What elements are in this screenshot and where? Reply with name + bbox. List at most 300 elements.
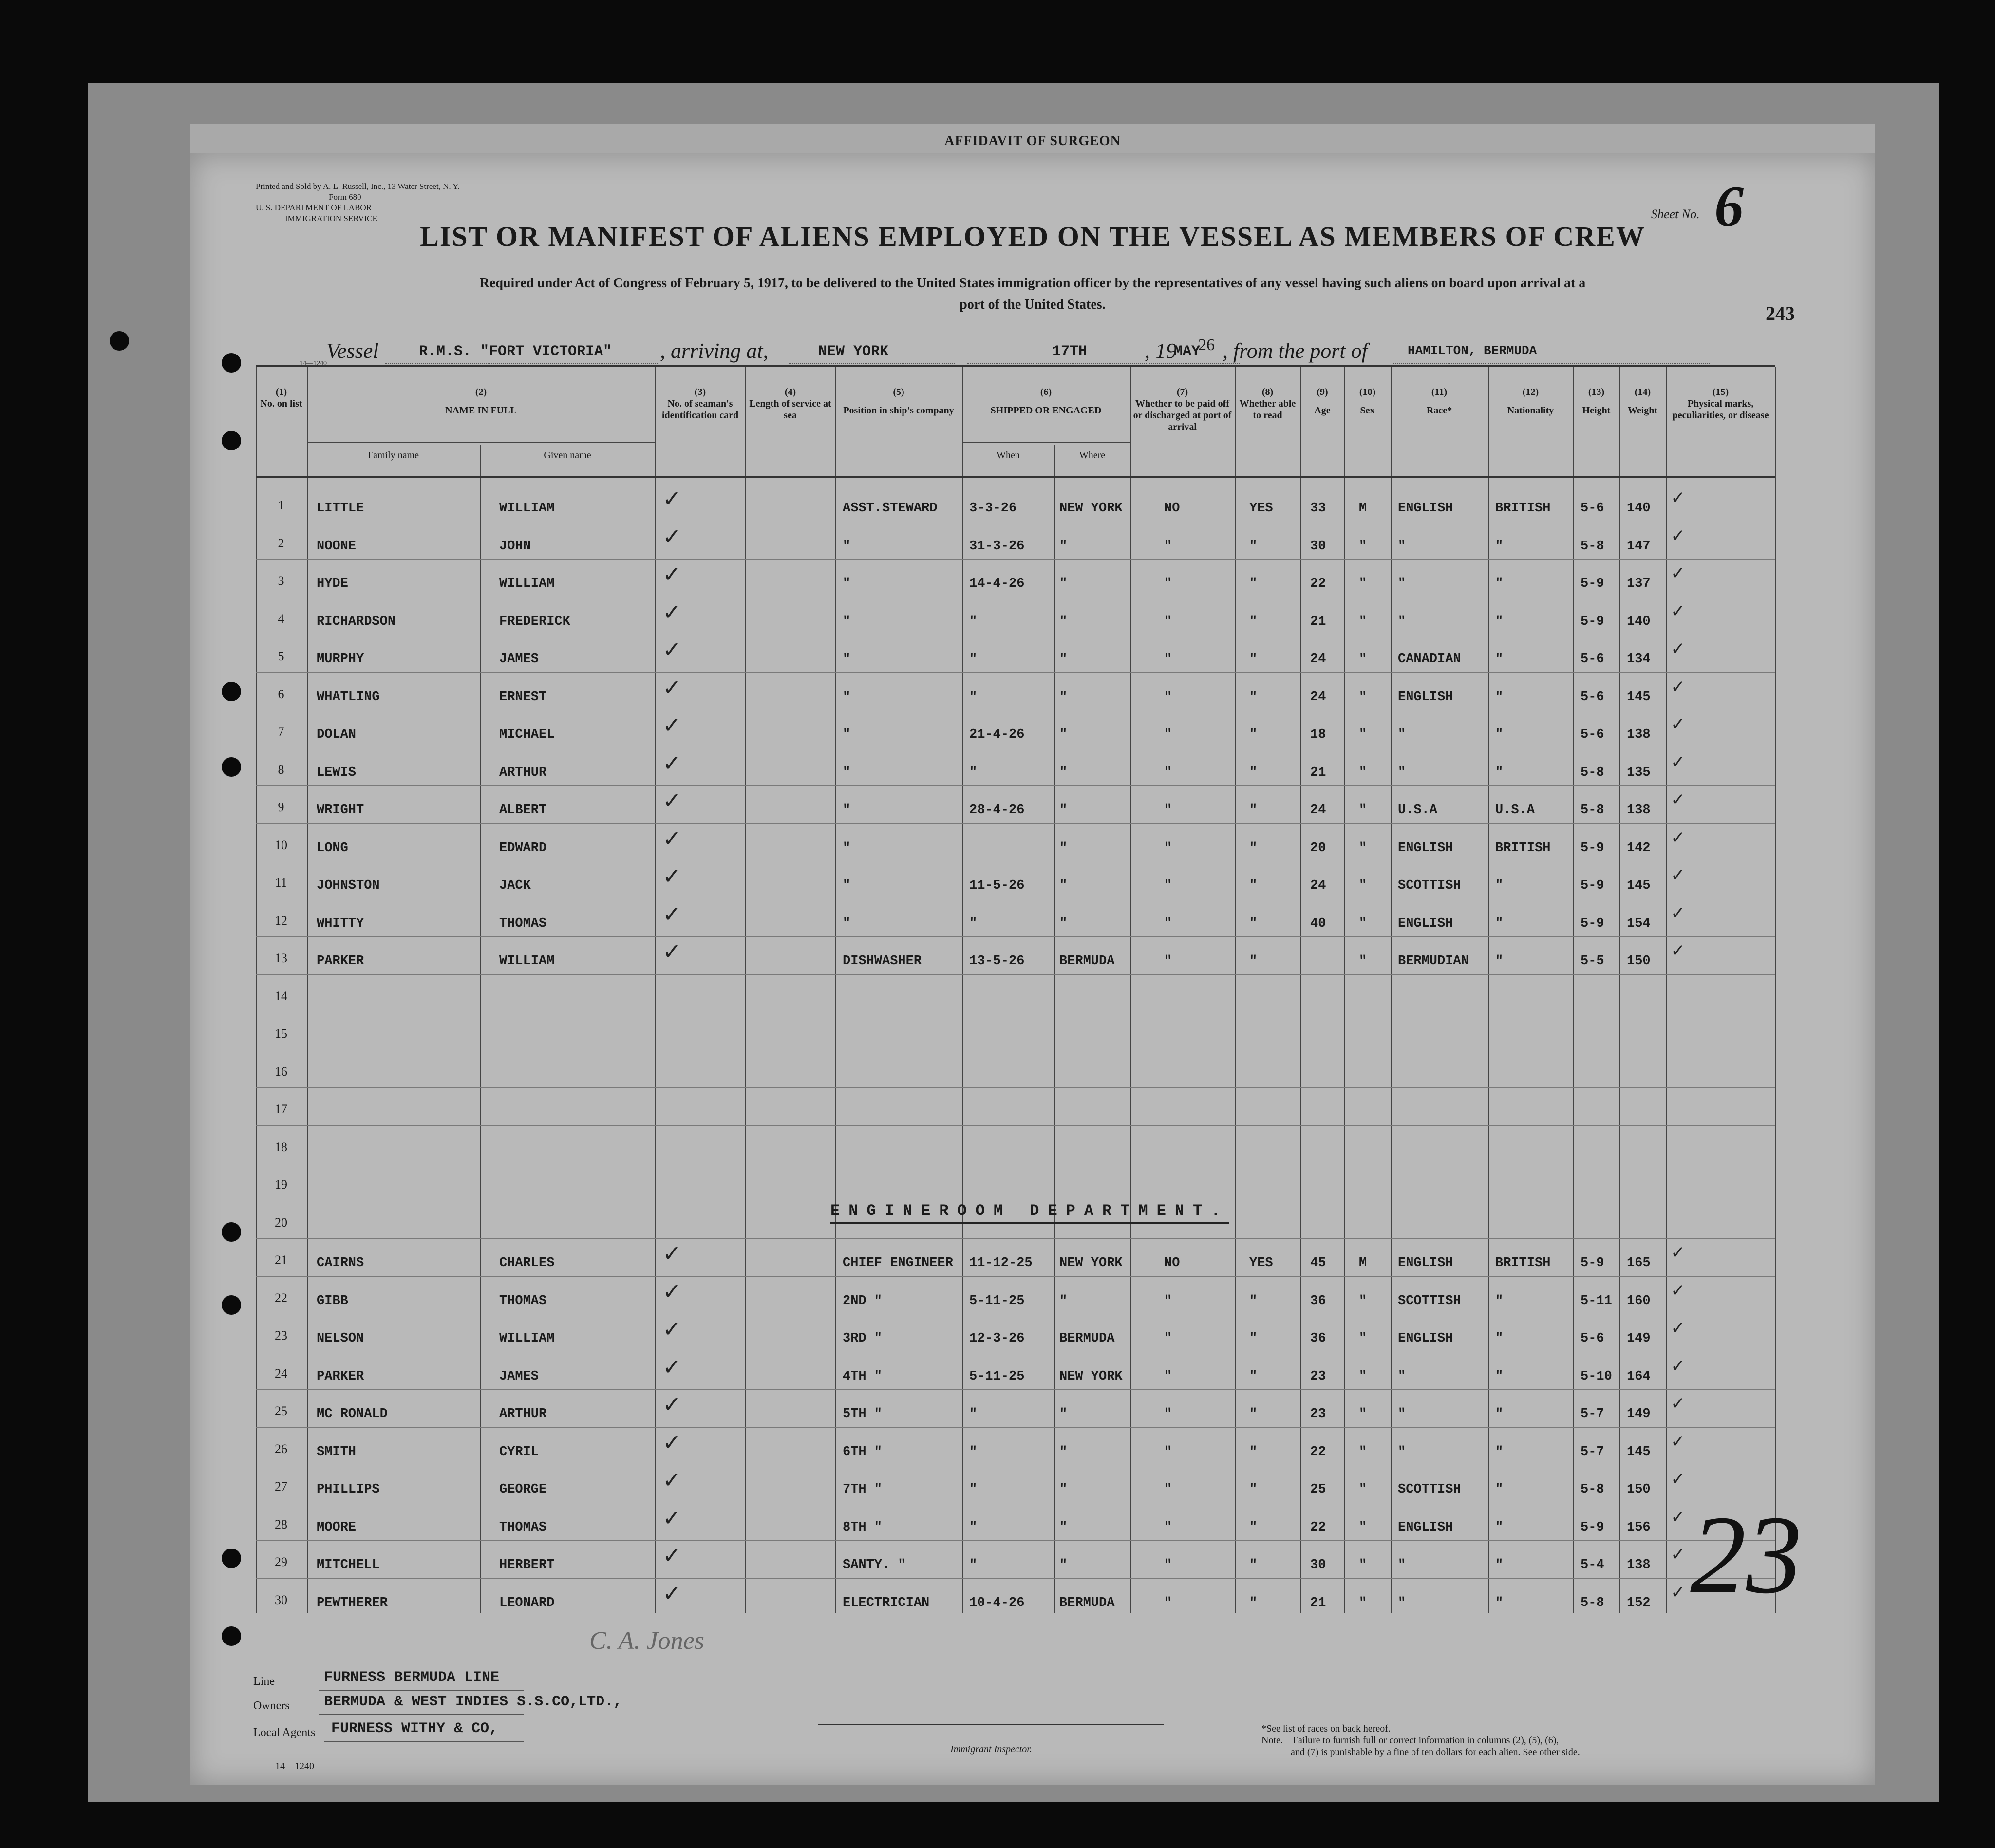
- position: 6TH ": [843, 1444, 883, 1459]
- sex: ": [1359, 803, 1367, 818]
- position: CHIEF ENGINEER: [843, 1256, 953, 1270]
- weight: 145: [1627, 690, 1651, 705]
- shipped-where: ": [1059, 614, 1068, 629]
- age: 30: [1310, 1558, 1326, 1572]
- paid-off: ": [1164, 1369, 1172, 1384]
- age: 24: [1310, 878, 1326, 893]
- row-rule: [256, 1540, 1775, 1541]
- row-number: 9: [278, 800, 284, 814]
- shipped-where: ": [1059, 1407, 1068, 1421]
- check-mark-icon: ✓: [662, 863, 681, 889]
- col-12-header: (12) Nationality: [1507, 387, 1554, 416]
- check-mark-icon: ✓: [662, 750, 681, 776]
- shipped-when: 12-3-26: [969, 1331, 1025, 1346]
- paid-off: ": [1164, 539, 1172, 554]
- shipped-when: 10-4-26: [969, 1595, 1025, 1610]
- col-9-header: (9) Age: [1314, 387, 1331, 416]
- nationality: ": [1495, 878, 1504, 893]
- age: 24: [1310, 803, 1326, 818]
- given-name: JACK: [499, 878, 531, 893]
- binder-hole: [222, 757, 241, 777]
- col-2-header: (2) NAME IN FULL: [445, 387, 517, 416]
- sex: ": [1359, 765, 1367, 780]
- given-name: JAMES: [499, 652, 539, 667]
- paid-off: ": [1164, 1444, 1172, 1459]
- family-name: WRIGHT: [317, 803, 364, 818]
- from-label: , from the port of: [1223, 339, 1368, 363]
- shipped-when: ": [969, 1558, 978, 1572]
- check-mark-icon: ✓: [662, 1543, 681, 1568]
- able-to-read: ": [1249, 954, 1258, 969]
- row-rule: [256, 1427, 1775, 1428]
- race: ": [1398, 1558, 1406, 1572]
- row-rule: [256, 1578, 1775, 1579]
- sex: ": [1359, 1482, 1367, 1497]
- row-rule: [256, 1276, 1775, 1277]
- able-to-read: ": [1249, 728, 1258, 742]
- able-to-read: ": [1249, 1482, 1258, 1497]
- row-number: 17: [275, 1102, 287, 1116]
- sex: ": [1359, 1407, 1367, 1421]
- row-number: 14: [275, 989, 287, 1003]
- col-5-header: (5) Position in ship's company: [843, 387, 954, 416]
- given-name: ARTHUR: [499, 765, 547, 780]
- col-6a-header: When: [997, 450, 1020, 461]
- binder-hole: [222, 1295, 241, 1315]
- sex: ": [1359, 840, 1367, 856]
- row-rule: [256, 1238, 1775, 1239]
- check-mark-icon: ✓: [1671, 1506, 1686, 1527]
- age: 36: [1310, 1293, 1326, 1308]
- col-10-header: (10) Sex: [1359, 387, 1376, 416]
- weight: 138: [1627, 728, 1651, 742]
- family-name: PHILLIPS: [317, 1482, 380, 1497]
- family-name: MITCHELL: [317, 1558, 380, 1572]
- height: 5-8: [1581, 765, 1604, 780]
- row-number: 5: [278, 649, 284, 663]
- position: 3RD ": [843, 1331, 883, 1346]
- weight: 150: [1627, 1482, 1651, 1497]
- paid-off: NO: [1164, 1256, 1180, 1270]
- col-6b-header: Where: [1079, 450, 1106, 461]
- shipped-when: 3-3-26: [969, 501, 1017, 516]
- sheet-number: 6: [1714, 174, 1744, 239]
- col-11-header: (11) Race*: [1426, 387, 1452, 416]
- height: 5-10: [1581, 1369, 1612, 1384]
- footer-note: [1261, 1723, 1580, 1758]
- vessel-underline: [385, 363, 658, 364]
- able-to-read: ": [1249, 652, 1258, 667]
- weight: 154: [1627, 916, 1651, 931]
- check-mark-icon: ✓: [1671, 600, 1686, 621]
- binder-hole: [222, 682, 241, 701]
- check-mark-icon: ✓: [1671, 487, 1686, 507]
- check-mark-icon: ✓: [1671, 1582, 1686, 1602]
- check-mark-icon: ✓: [1671, 1544, 1686, 1564]
- able-to-read: ": [1249, 1558, 1258, 1572]
- weight: 145: [1627, 1444, 1651, 1459]
- given-name: JOHN: [499, 539, 531, 554]
- race: ": [1398, 577, 1406, 591]
- height: 5-9: [1581, 614, 1604, 629]
- weight: 138: [1627, 803, 1651, 818]
- family-name: MOORE: [317, 1520, 357, 1535]
- check-mark-icon: ✓: [1671, 751, 1686, 772]
- row-rule: [256, 559, 1775, 560]
- height: 5-7: [1581, 1407, 1604, 1421]
- family-name: PARKER: [317, 954, 364, 969]
- department-heading: ENGINEROOM DEPARTMENT.: [830, 1202, 1229, 1224]
- sex: ": [1359, 577, 1367, 591]
- shipped-where: ": [1059, 539, 1068, 554]
- age: 21: [1310, 1595, 1326, 1610]
- nationality: ": [1495, 1331, 1504, 1346]
- check-mark-icon: ✓: [1671, 1431, 1686, 1451]
- form-number: Form 680: [329, 192, 361, 202]
- race: CANADIAN: [1398, 652, 1461, 667]
- nationality: ": [1495, 1293, 1504, 1308]
- shipped-where: ": [1059, 728, 1068, 742]
- race: ": [1398, 614, 1406, 629]
- agents-value: FURNESS WITHY & CO,: [331, 1720, 498, 1737]
- age: 45: [1310, 1256, 1326, 1270]
- height: 5-4: [1581, 1558, 1604, 1572]
- row-rule: [256, 785, 1775, 786]
- family-name: GIBB: [317, 1293, 348, 1308]
- shipped-when: ": [969, 1520, 978, 1535]
- check-mark-icon: ✓: [1671, 1469, 1686, 1489]
- shipped-when: 11-12-25: [969, 1256, 1033, 1270]
- paid-off: ": [1164, 916, 1172, 931]
- shipped-where: ": [1059, 803, 1068, 818]
- position: ": [843, 652, 851, 667]
- check-mark-icon: ✓: [662, 1467, 681, 1493]
- nationality: ": [1495, 1520, 1504, 1535]
- able-to-read: ": [1249, 765, 1258, 780]
- height: 5-8: [1581, 1595, 1604, 1610]
- nationality: BRITISH: [1495, 1256, 1551, 1270]
- able-to-read: ": [1249, 878, 1258, 893]
- age: 24: [1310, 690, 1326, 705]
- paid-off: NO: [1164, 501, 1180, 516]
- nationality: ": [1495, 1595, 1504, 1610]
- paid-off: ": [1164, 690, 1172, 705]
- line-label: Line: [253, 1675, 275, 1688]
- nationality: ": [1495, 577, 1504, 591]
- position: ASST.STEWARD: [843, 501, 938, 516]
- family-name: LEWIS: [317, 765, 357, 780]
- shipped-where: ": [1059, 1520, 1068, 1535]
- nationality: ": [1495, 1444, 1504, 1459]
- shipped-where: NEW YORK: [1059, 501, 1123, 516]
- row-rule: [256, 936, 1775, 937]
- shipped-when: ": [969, 916, 978, 931]
- from-port: HAMILTON, BERMUDA: [1408, 343, 1537, 358]
- shipped-where: ": [1059, 840, 1068, 856]
- shipped-when: ": [969, 1444, 978, 1459]
- height: 5-8: [1581, 539, 1604, 554]
- family-name: JOHNSTON: [317, 878, 380, 893]
- arrival-day: 17TH: [1052, 343, 1088, 360]
- row-number: 15: [275, 1027, 287, 1041]
- row-number: 16: [275, 1064, 287, 1079]
- race: ENGLISH: [1398, 840, 1453, 856]
- service-line: IMMIGRATION SERVICE: [285, 214, 377, 223]
- row-rule: [256, 974, 1775, 975]
- able-to-read: ": [1249, 840, 1258, 856]
- check-mark-icon: ✓: [662, 561, 681, 587]
- weight: 164: [1627, 1369, 1651, 1384]
- col-1-header: (1) No. on list: [260, 387, 302, 409]
- row-rule: [256, 1389, 1775, 1390]
- family-name: LONG: [317, 840, 348, 856]
- given-name: WILLIAM: [499, 577, 555, 591]
- nationality: ": [1495, 690, 1504, 705]
- height: 5-6: [1581, 728, 1604, 742]
- shipped-when: ": [969, 652, 978, 667]
- sex: ": [1359, 652, 1367, 667]
- check-mark-icon: ✓: [662, 637, 681, 662]
- position: ": [843, 803, 851, 818]
- check-mark-icon: ✓: [1671, 865, 1686, 885]
- check-mark-icon: ✓: [1671, 525, 1686, 545]
- able-to-read: ": [1249, 803, 1258, 818]
- height: 5-7: [1581, 1444, 1604, 1459]
- given-name: MICHAEL: [499, 728, 555, 742]
- shipped-where: ": [1059, 577, 1068, 591]
- page-subtitle: [302, 273, 1763, 316]
- given-name: FREDERICK: [499, 614, 570, 629]
- able-to-read: ": [1249, 1369, 1258, 1384]
- weight: 156: [1627, 1520, 1651, 1535]
- age: 23: [1310, 1369, 1326, 1384]
- row-rule: [256, 672, 1775, 673]
- nationality: ": [1495, 765, 1504, 780]
- position: ": [843, 728, 851, 742]
- height: 5-8: [1581, 1482, 1604, 1497]
- weight: 149: [1627, 1331, 1651, 1346]
- race: SCOTTISH: [1398, 878, 1461, 893]
- position: SANTY. ": [843, 1558, 906, 1572]
- sex: ": [1359, 878, 1367, 893]
- department-line: U. S. DEPARTMENT OF LABOR: [256, 203, 372, 212]
- check-mark-icon: ✓: [1671, 1393, 1686, 1413]
- height: 5-11: [1581, 1293, 1612, 1308]
- weight: 149: [1627, 1407, 1651, 1421]
- race: ENGLISH: [1398, 690, 1453, 705]
- row-rule: [256, 1087, 1775, 1088]
- paid-off: ": [1164, 878, 1172, 893]
- row-number: 18: [275, 1139, 287, 1154]
- affidavit-heading: AFFIDAVIT OF SURGEON: [190, 124, 1875, 158]
- check-mark-icon: ✓: [1671, 563, 1686, 583]
- nationality: ": [1495, 1558, 1504, 1572]
- able-to-read: YES: [1249, 501, 1273, 516]
- age: 36: [1310, 1331, 1326, 1346]
- nationality: ": [1495, 728, 1504, 742]
- sex: M: [1359, 501, 1367, 516]
- position: ": [843, 539, 851, 554]
- paid-off: ": [1164, 1482, 1172, 1497]
- height: 5-5: [1581, 954, 1604, 969]
- check-mark-icon: ✓: [1671, 638, 1686, 658]
- sex: ": [1359, 1369, 1367, 1384]
- shipped-where: ": [1059, 916, 1068, 931]
- shipped-when: 14-4-26: [969, 577, 1025, 591]
- year-prefix: , 19: [1145, 339, 1177, 363]
- weight: 150: [1627, 954, 1651, 969]
- line-underline: [319, 1690, 524, 1691]
- paid-off: ": [1164, 614, 1172, 629]
- position: 2ND ": [843, 1293, 883, 1308]
- sex: ": [1359, 954, 1367, 969]
- sex: ": [1359, 690, 1367, 705]
- sex: ": [1359, 1293, 1367, 1308]
- date-underline: [967, 363, 1240, 364]
- shipped-when: 5-11-25: [969, 1293, 1025, 1308]
- family-name: HYDE: [317, 577, 348, 591]
- given-name: ALBERT: [499, 803, 547, 818]
- check-mark-icon: ✓: [1671, 1242, 1686, 1262]
- check-mark-icon: ✓: [662, 712, 681, 738]
- position: ": [843, 765, 851, 780]
- given-name: WILLIAM: [499, 1331, 555, 1346]
- paid-off: ": [1164, 1331, 1172, 1346]
- note-races: *See list of races on back hereof.: [1261, 1723, 1391, 1734]
- family-name: MURPHY: [317, 652, 364, 667]
- sex: ": [1359, 1558, 1367, 1572]
- family-name: PARKER: [317, 1369, 364, 1384]
- row-number: 10: [275, 838, 287, 852]
- row-number: 19: [275, 1177, 287, 1192]
- race: ": [1398, 728, 1406, 742]
- binder-hole: [222, 1626, 241, 1646]
- paid-off: ": [1164, 1293, 1172, 1308]
- form-code: 14—1240: [300, 360, 327, 367]
- row-rule: [256, 823, 1775, 824]
- row-number: 30: [275, 1592, 287, 1607]
- shipped-when: 28-4-26: [969, 803, 1025, 818]
- given-name: WILLIAM: [499, 501, 555, 516]
- age: 30: [1310, 539, 1326, 554]
- col-15-header: (15) Physical marks, peculiarities, or disease: [1672, 387, 1769, 421]
- binder-hole: [222, 1549, 241, 1568]
- shipped-where: BERMUDA: [1059, 1331, 1115, 1346]
- able-to-read: ": [1249, 539, 1258, 554]
- row-number: 26: [275, 1441, 287, 1456]
- nationality: U.S.A: [1495, 803, 1535, 818]
- able-to-read: ": [1249, 1293, 1258, 1308]
- shipped-where: ": [1059, 1444, 1068, 1459]
- sex: ": [1359, 728, 1367, 742]
- check-mark-icon: ✓: [662, 939, 681, 964]
- given-name: THOMAS: [499, 916, 547, 931]
- page-title: LIST OR MANIFEST OF ALIENS EMPLOYED ON THE VESSEL AS MEMBERS OF CREW: [420, 221, 1645, 252]
- check-mark-icon: ✓: [662, 599, 681, 625]
- family-name: PEWTHERER: [317, 1595, 388, 1610]
- position: ": [843, 840, 851, 856]
- position: ": [843, 690, 851, 705]
- handwritten-signature: C. A. Jones: [589, 1627, 704, 1655]
- given-name: GEORGE: [499, 1482, 547, 1497]
- from-underline: [1393, 363, 1710, 364]
- nationality: ": [1495, 1482, 1504, 1497]
- family-name: NELSON: [317, 1331, 364, 1346]
- check-mark-icon: ✓: [662, 486, 681, 511]
- family-name: CAIRNS: [317, 1256, 364, 1270]
- able-to-read: ": [1249, 690, 1258, 705]
- sex: ": [1359, 1520, 1367, 1535]
- given-name: LEONARD: [499, 1595, 555, 1610]
- weight: 137: [1627, 577, 1651, 591]
- check-mark-icon: ✓: [1671, 714, 1686, 734]
- age: 24: [1310, 652, 1326, 667]
- check-mark-icon: ✓: [662, 1505, 681, 1531]
- paid-off: ": [1164, 652, 1172, 667]
- arriving-label: , arriving at,: [660, 339, 769, 363]
- weight: 147: [1627, 539, 1651, 554]
- race: ": [1398, 1444, 1406, 1459]
- check-mark-icon: ✓: [1671, 1318, 1686, 1338]
- able-to-read: ": [1249, 1520, 1258, 1535]
- col-7-header: (7) Whether to be paid off or discharged at port of arrival: [1133, 387, 1232, 432]
- height: 5-9: [1581, 840, 1604, 856]
- shipped-when: 31-3-26: [969, 539, 1025, 554]
- race: ": [1398, 539, 1406, 554]
- weight: 140: [1627, 614, 1651, 629]
- given-name: ERNEST: [499, 690, 547, 705]
- weight: 152: [1627, 1595, 1651, 1610]
- paid-off: ": [1164, 577, 1172, 591]
- family-name: SMITH: [317, 1444, 357, 1459]
- row-number: 21: [275, 1253, 287, 1267]
- check-mark-icon: ✓: [662, 825, 681, 851]
- shipped-where: ": [1059, 765, 1068, 780]
- weight: 142: [1627, 840, 1651, 856]
- page-number: 243: [1766, 302, 1795, 324]
- paid-off: ": [1164, 954, 1172, 969]
- paid-off: ": [1164, 1595, 1172, 1610]
- check-mark-icon: ✓: [1671, 940, 1686, 960]
- paid-off: ": [1164, 840, 1172, 856]
- check-mark-icon: ✓: [662, 1241, 681, 1266]
- shipped-where: ": [1059, 1558, 1068, 1572]
- note-failure-2: and (7) is punishable by a fine of ten dollars for each alien. See other side.: [1291, 1747, 1580, 1757]
- binder-hole: [222, 1222, 241, 1242]
- row-number: 20: [275, 1215, 287, 1230]
- age: 25: [1310, 1482, 1326, 1497]
- shipped-when: ": [969, 765, 978, 780]
- port-underline: [789, 363, 955, 364]
- given-name: HERBERT: [499, 1558, 555, 1572]
- weight: 134: [1627, 652, 1651, 667]
- row-number: 2: [278, 536, 284, 550]
- shipped-when: 5-11-25: [969, 1369, 1025, 1384]
- paid-off: ": [1164, 803, 1172, 818]
- height: 5-9: [1581, 1256, 1604, 1270]
- able-to-read: ": [1249, 1595, 1258, 1610]
- check-mark-icon: ✓: [662, 788, 681, 813]
- nationality: ": [1495, 652, 1504, 667]
- nationality: BRITISH: [1495, 501, 1551, 516]
- weight: 145: [1627, 878, 1651, 893]
- paid-off: ": [1164, 1558, 1172, 1572]
- race: SCOTTISH: [1398, 1482, 1461, 1497]
- family-name: DOLAN: [317, 728, 357, 742]
- height: 5-9: [1581, 916, 1604, 931]
- agents-underline: [324, 1741, 524, 1742]
- binder-hole: [222, 353, 241, 373]
